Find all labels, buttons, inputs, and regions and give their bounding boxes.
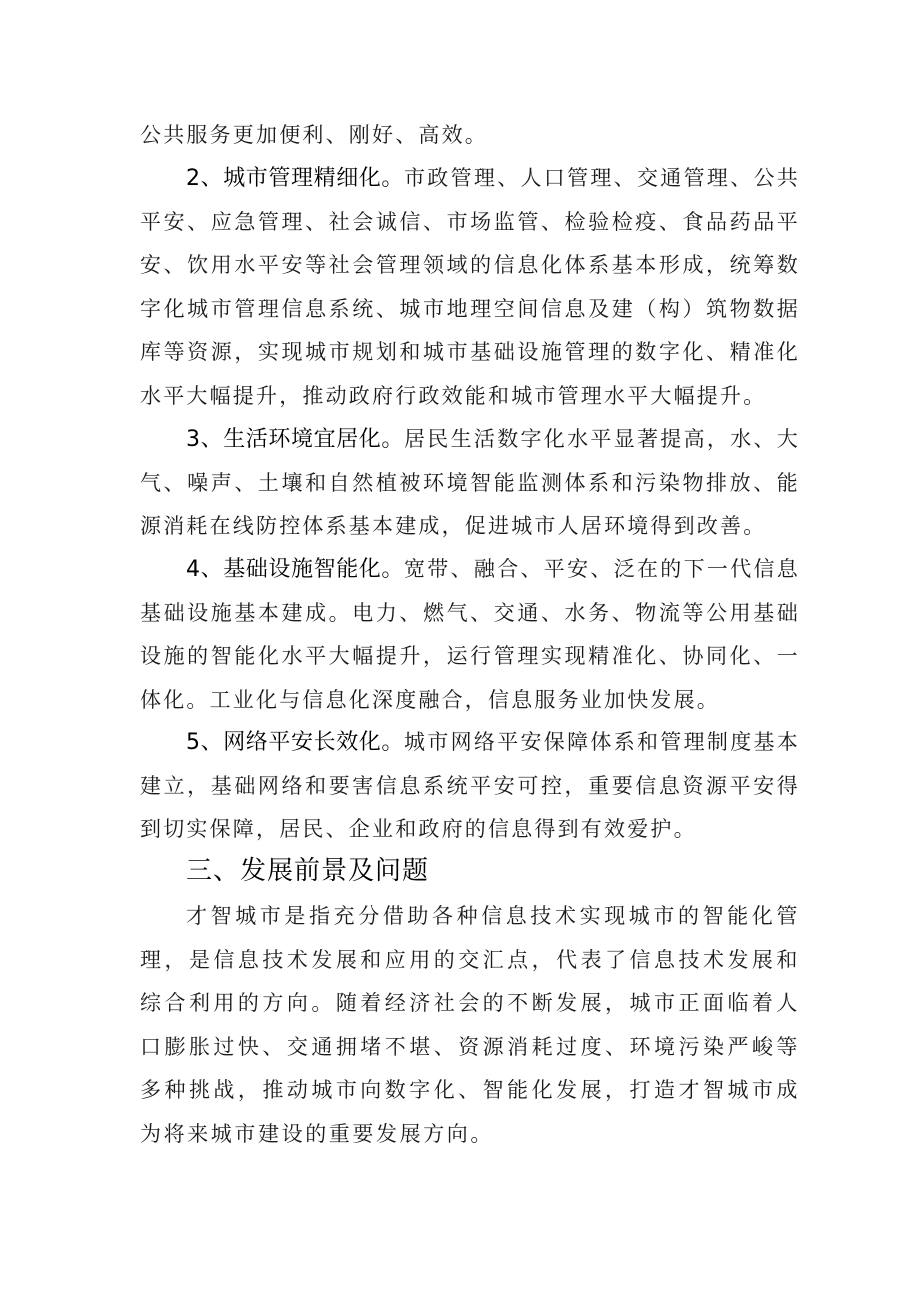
continuation-paragraph [140, 114, 800, 158]
section-body-2: 市政管理、人口管理、交通管理、公共平安、应急管理、社会诚信、市场监管、检验检疫、食品药品平安、饮用水平安等社会管理领域的信息化体系基本形成，统筹数字化城市管理信息系统、城市地理空间信息及建（构）筑物数据库等资源，实现城市规划和城市基础设施管理的数字化、精准化水平大幅提升，推动政府行政效能和城市管理水平大幅提升。 [140, 166, 800, 408]
section-body-4: 宽带、融合、平安、泛在的下一代信息基础设施基本建成。电力、燃气、交通、水务、物流等公用基础设施的智能化水平大幅提升，运行管理实现精准化、协同化、一体化。工业化与信息化深度融合，信息服务业加快发展。 [140, 557, 800, 712]
section-paragraph-4 [140, 548, 800, 722]
final-paragraph [140, 895, 800, 1156]
final-paragraph-text: 才智城市是指充分借助各种信息技术实现城市的智能化管理，是信息技术发展和应用的交汇点，代表了信息技术发展和综合利用的方向。随着经济社会的不断发展，城市正面临着人口膨胀过快、交通拥堵不堪、资源消耗过度、环境污染严峻等多种挑战，推动城市向数字化、智能化发展，打造才智城市成为将来城市建设的重要发展方向。 [140, 904, 800, 1146]
section-body-3: 居民生活数字化水平显著提高，水、大气、噪声、土壤和自然植被环境智能监测体系和污染物排放、能源消耗在线防控体系基本建成，促进城市人居环境得到改善。 [140, 427, 800, 538]
section-lead-5: 5、网络平安长效化。 [186, 730, 404, 755]
section-heading: 三、发展前景及问题 [186, 856, 430, 886]
continuation-text: 公共服务更加便利、刚好、高效。 [140, 123, 488, 147]
section-lead-2: 2、城市管理精细化。 [186, 166, 404, 191]
section-paragraph-2 [140, 157, 800, 418]
section-lead-3: 3、生活环境宜居化。 [186, 427, 404, 452]
section-paragraph-3 [140, 418, 800, 549]
section-paragraph-5 [140, 721, 800, 852]
section-lead-4: 4、基础设施智能化。 [186, 557, 404, 582]
section-body-5: 城市网络平安保障体系和管理制度基本建立，基础网络和要害信息系统平安可控，重要信息资源平安得到切实保障，居民、企业和政府的信息得到有效爱护。 [140, 730, 800, 841]
